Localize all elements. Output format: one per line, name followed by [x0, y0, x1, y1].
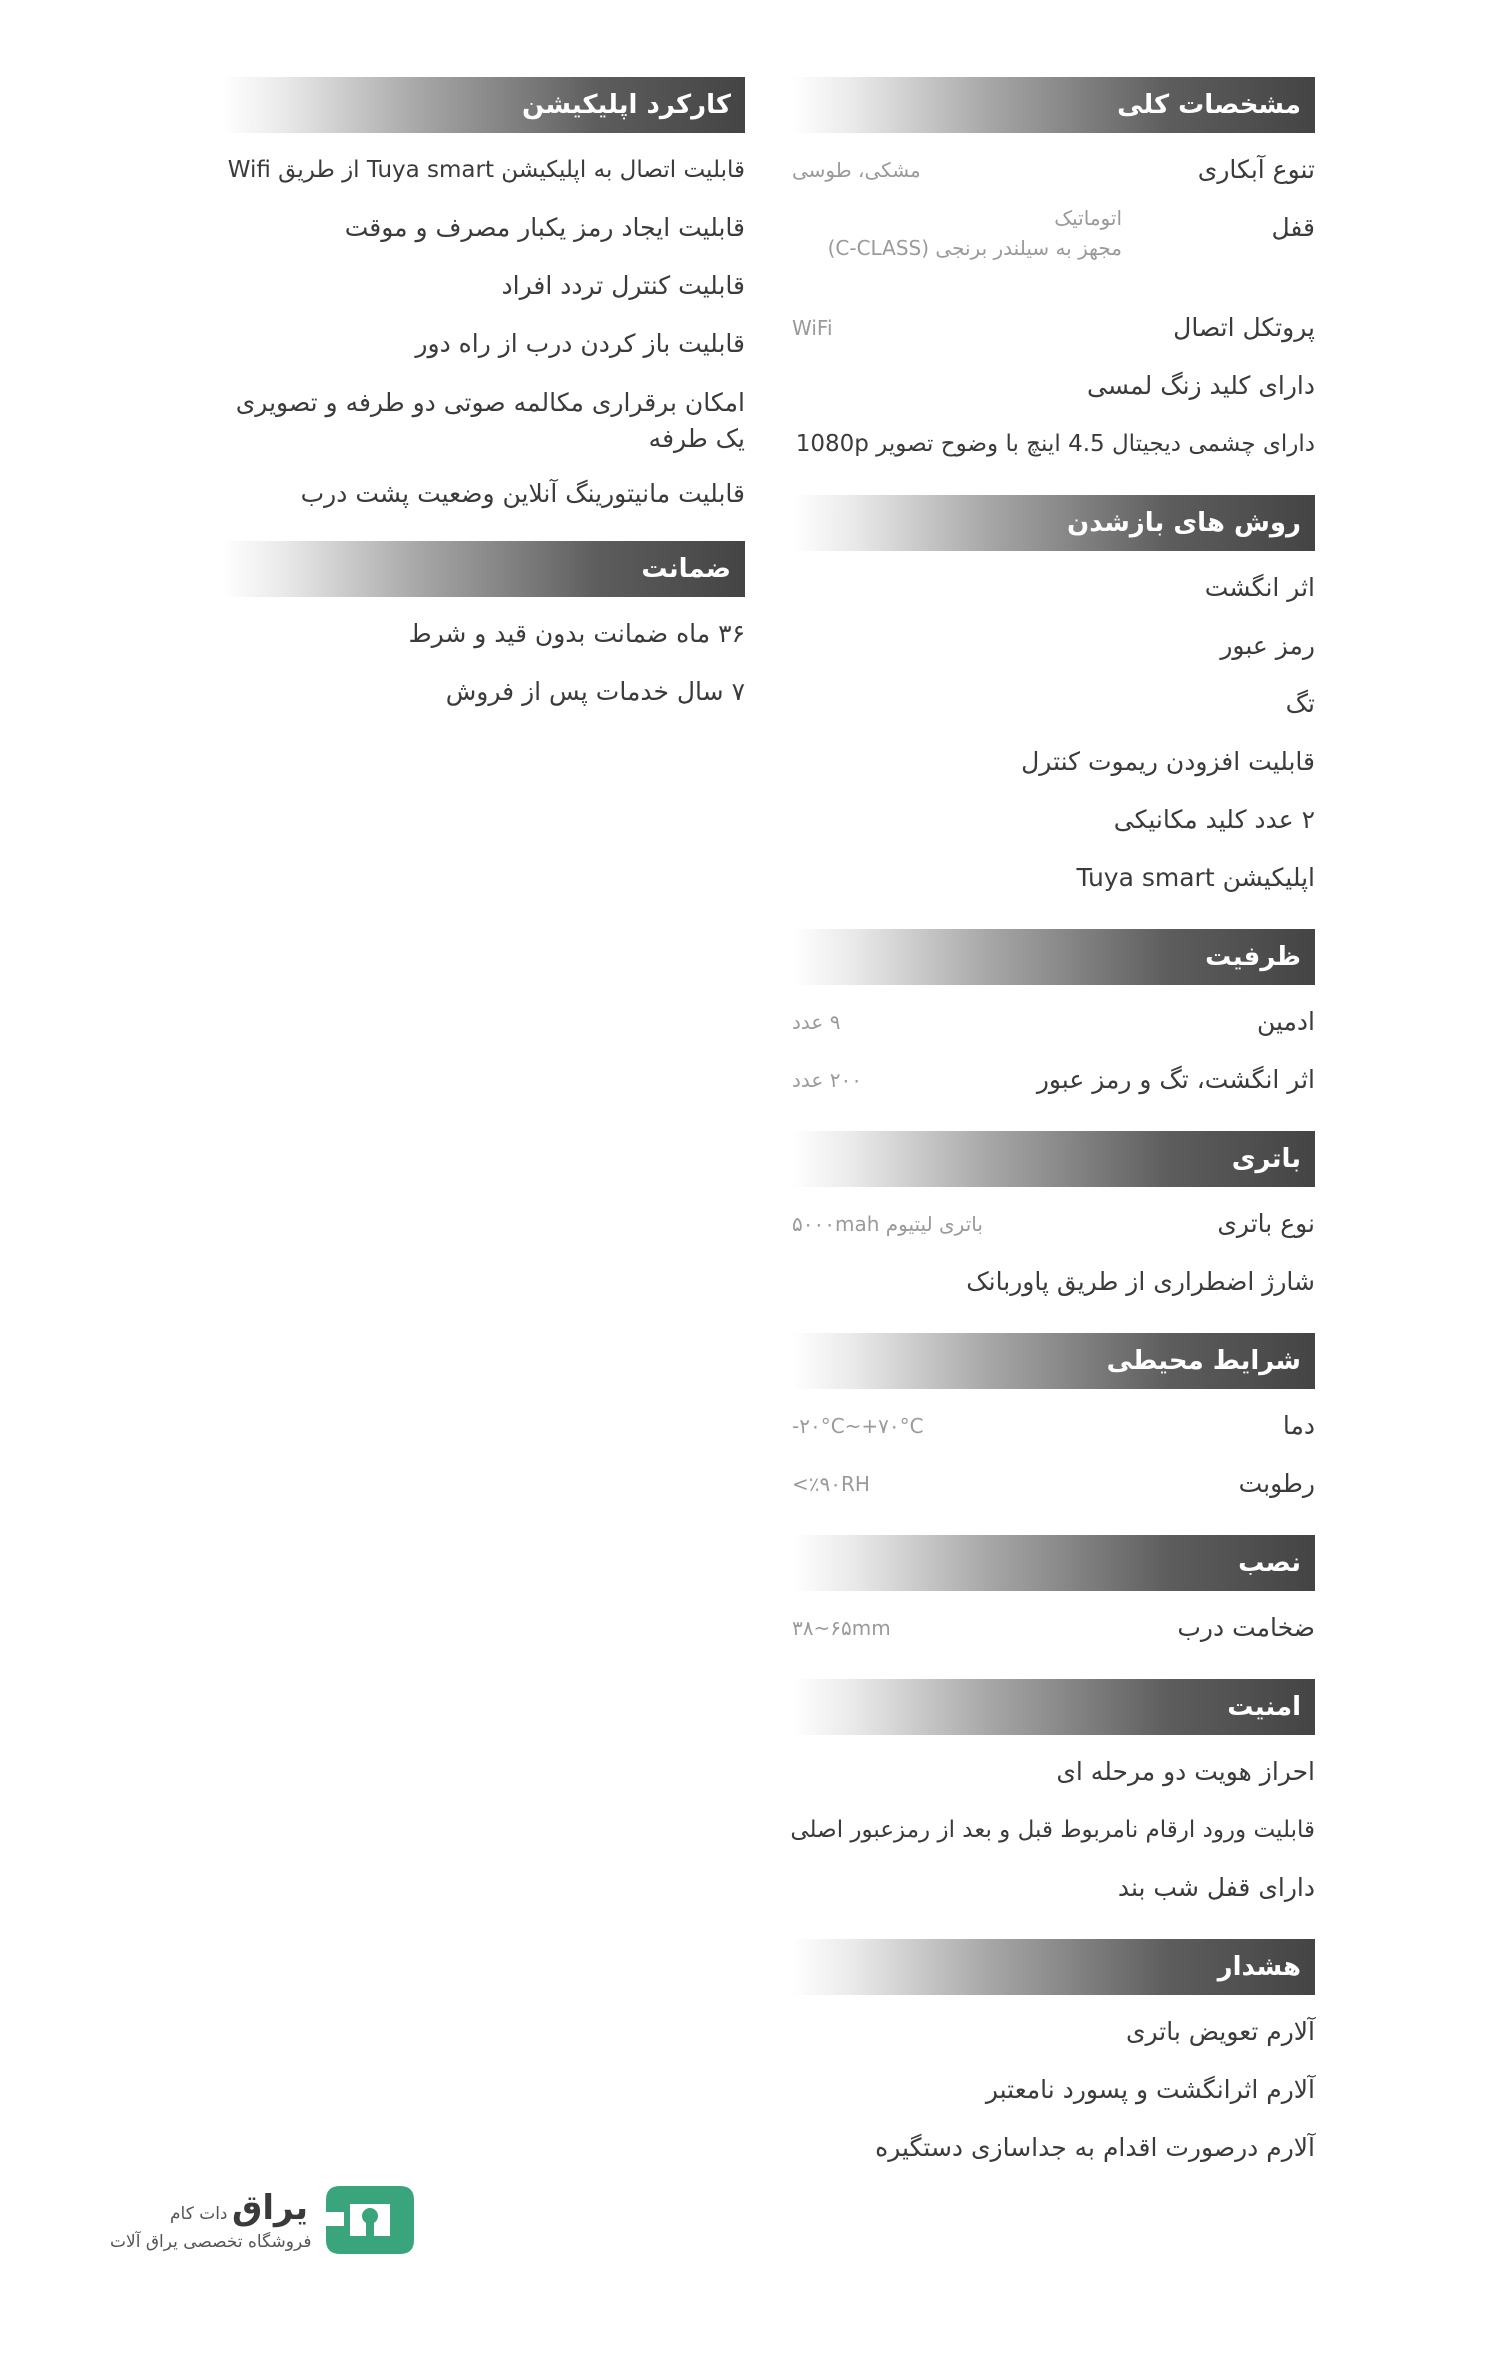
section-header-environment: شرایط محیطی	[792, 1333, 1315, 1389]
list-item: رمز عبور	[1220, 631, 1315, 660]
spec-row-finish	[792, 141, 1315, 199]
brand-tagline: فروشگاه تخصصی یراق آلات	[110, 2232, 312, 2252]
spec-value-line: مجهز به سیلندر برنجی (C-CLASS)	[827, 236, 1122, 260]
list-item: آلارم اثرانگشت و پسورد نامعتبر	[985, 2075, 1315, 2104]
spec-value: مشکی، طوسی	[792, 158, 921, 182]
spec-label: قفل	[1271, 213, 1315, 242]
spec-value: ۹ عدد	[792, 1010, 841, 1034]
brand-name: یراق	[232, 2188, 308, 2228]
spec-label: تنوع آبکاری	[1197, 155, 1315, 184]
list-item: اپلیکیشن Tuya smart	[1076, 863, 1315, 892]
section-header-warranty: ضمانت	[222, 541, 745, 597]
list-item: ۲ عدد کلید مکانیکی	[1113, 805, 1315, 834]
brand-suffix: دات کام	[170, 2204, 228, 2224]
list-item: دارای قفل شب بند	[1117, 1873, 1315, 1902]
list-item: ۳۶ ماه ضمانت بدون قید و شرط	[408, 619, 745, 648]
list-item: ۷ سال خدمات پس از فروش	[445, 677, 745, 706]
spec-label: اثر انگشت، تگ و رمز عبور	[1036, 1065, 1315, 1094]
spec-label: پروتکل اتصال	[1173, 313, 1315, 342]
list-item: اثر انگشت	[1204, 573, 1315, 602]
spec-value	[792, 203, 1122, 263]
spec-label: ادمین	[1256, 1007, 1315, 1036]
specs-left-column	[222, 77, 745, 721]
list-item: آلارم درصورت اقدام به جداسازی دستگیره	[875, 2133, 1315, 2162]
brand-logo	[110, 2180, 430, 2270]
list-item: قابلیت مانیتورینگ آنلاین وضعیت پشت درب	[300, 479, 745, 508]
section-header-app: کارکرد اپلیکیشن	[222, 77, 745, 133]
spec-row-lock	[792, 199, 1315, 299]
section-header-capacity: ظرفیت	[792, 929, 1315, 985]
list-item: قابلیت ورود ارقام نامربوط قبل و بعد از رمزعبور اصلی	[790, 1817, 1315, 1843]
spec-row-users	[792, 1051, 1315, 1109]
spec-row-humidity	[792, 1455, 1315, 1513]
spec-row-emergency: شارژ اضطراری از طریق پاوربانک	[966, 1267, 1315, 1296]
section-header-alarm: هشدار	[792, 1939, 1315, 1995]
list-item: قابلیت ایجاد رمز یکبار مصرف و موقت	[344, 213, 745, 242]
spec-value: <٪۹۰RH	[792, 1472, 870, 1496]
section-header-security: امنیت	[792, 1679, 1315, 1735]
spec-label: ضخامت درب	[1177, 1613, 1315, 1642]
spec-value: باتری لیتیوم ۵۰۰۰mah	[792, 1212, 983, 1236]
spec-row-temperature	[792, 1397, 1315, 1455]
spec-row-touch-bell: دارای کلید زنگ لمسی	[1087, 371, 1315, 400]
spec-label: دما	[1282, 1411, 1315, 1440]
spec-value: -۲۰°C~+۷۰°C	[792, 1414, 924, 1438]
spec-value: ۳۸~۶۵mm	[792, 1616, 891, 1640]
list-item: قابلیت باز کردن درب از راه دور	[415, 329, 745, 358]
spec-row-protocol	[792, 299, 1315, 357]
section-header-general: مشخصات کلی	[792, 77, 1315, 133]
specs-right-column	[792, 77, 1315, 2177]
list-item: احراز هویت دو مرحله ای	[1056, 1757, 1315, 1786]
spec-row-admin	[792, 993, 1315, 1051]
spec-row-thickness	[792, 1599, 1315, 1657]
spec-value-line: اتوماتیک	[1054, 206, 1122, 230]
list-item: قابلیت افزودن ریموت کنترل	[1021, 747, 1315, 776]
list-item: قابلیت اتصال به اپلیکیشن Tuya smart از طریق Wifi	[227, 157, 745, 183]
brand-lock-icon	[320, 2180, 420, 2260]
list-item: آلارم تعویض باتری	[1125, 2017, 1315, 2046]
spec-value: ۲۰۰ عدد	[792, 1068, 862, 1092]
list-item: تگ	[1285, 689, 1315, 718]
spec-label: نوع باتری	[1217, 1209, 1315, 1238]
spec-row-camera: دارای چشمی دیجیتال 4.5 اینچ با وضوح تصویر 1080p	[795, 431, 1315, 457]
spec-label: رطوبت	[1238, 1469, 1315, 1498]
list-item: امکان برقراری مکالمه صوتی دو طرفه و تصویری یک طرفه	[235, 388, 745, 453]
section-header-battery: باتری	[792, 1131, 1315, 1187]
spec-value: WiFi	[792, 316, 833, 340]
section-header-unlock: روش های بازشدن	[792, 495, 1315, 551]
spec-row-battery-type	[792, 1195, 1315, 1253]
section-header-install: نصب	[792, 1535, 1315, 1591]
list-item: قابلیت کنترل تردد افراد	[501, 271, 745, 300]
